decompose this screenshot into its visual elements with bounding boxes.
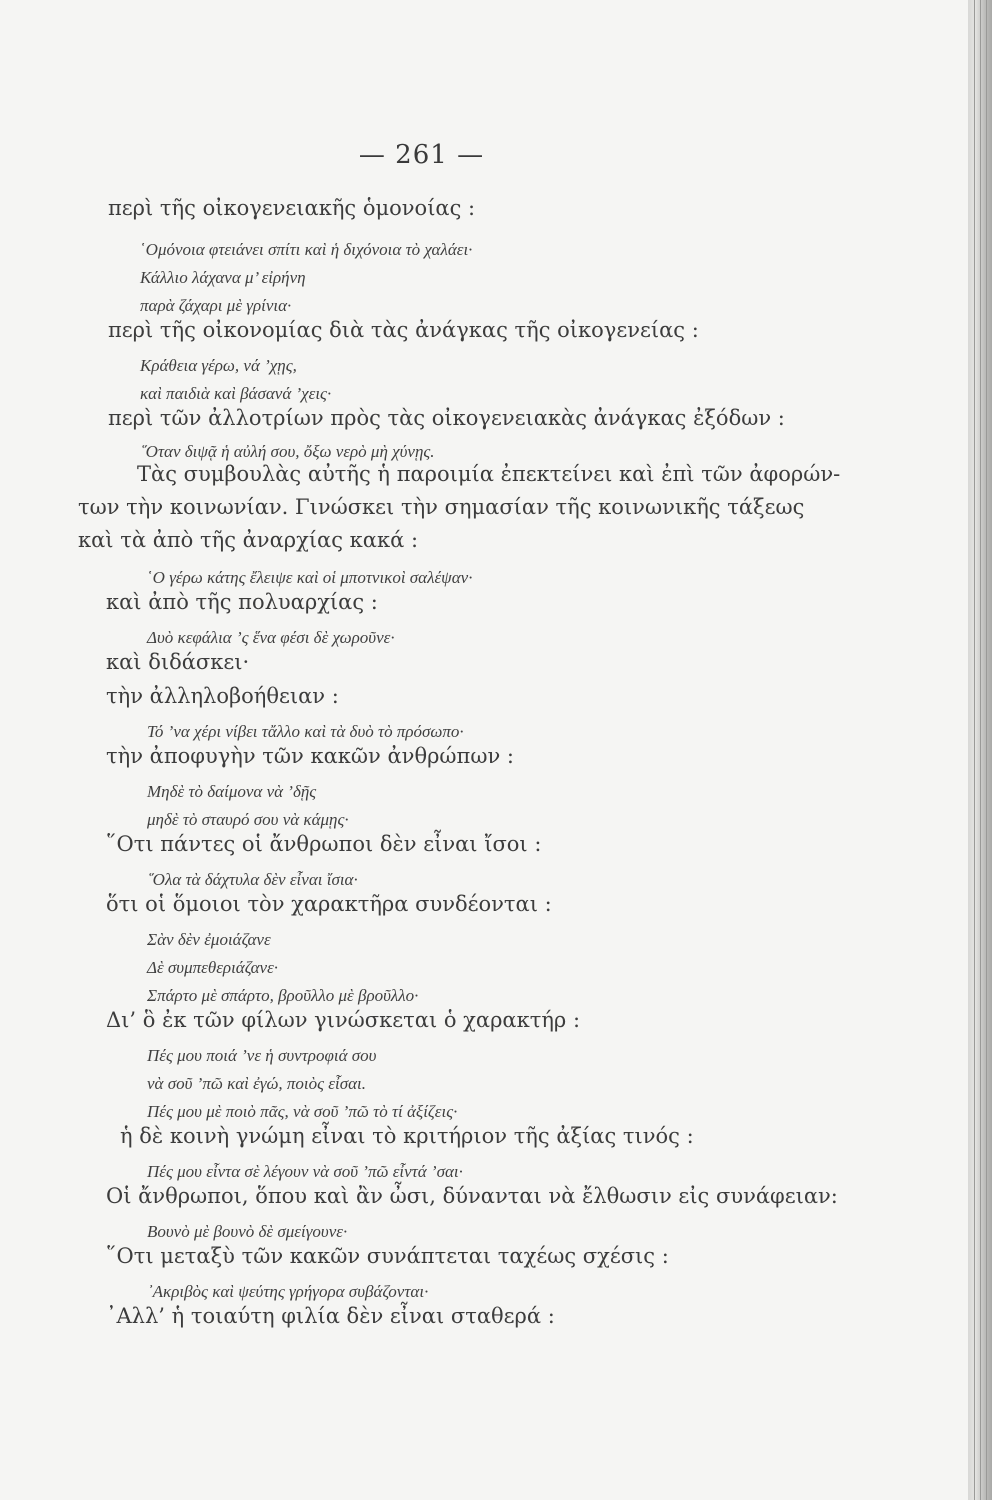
text-line: ᾽Αλλ’ ἡ τοιαύτη φιλία δὲν εἶναι σταθερά : <box>106 1304 555 1328</box>
proverb-line: Πές μου εἶντα σὲ λέγουν νὰ σοῦ ’πῶ εἶντά ’σαι· <box>147 1162 463 1181</box>
proverb-line: Κράθεια γέρω, νά ’χῃς, <box>140 356 297 375</box>
text-line: Δι’ ὃ ἐκ τῶν φίλων γινώσκεται ὁ χαρακτήρ : <box>106 1008 581 1032</box>
proverb-line: Σπάρτο μὲ σπάρτο, βροῦλλο μὲ βροῦλλο· <box>147 986 419 1005</box>
proverb-line: Βουνὸ μὲ βουνὸ δὲ σμείγουνε· <box>147 1222 348 1241</box>
text-line: τὴν ἀλληλοβοήθειαν : <box>106 684 339 708</box>
proverb-line: Δὲ συμπεθεριάζανε· <box>147 958 279 977</box>
text-line: ῞Οτι πάντες οἱ ἄνθρωποι δὲν εἶναι ἴσοι : <box>106 832 542 856</box>
text-line: των τὴν κοινωνίαν. Γινώσκει τὴν σημασίαν τῆς κοινωνικῆς τάξεως <box>78 495 805 519</box>
text-line: Τὰς συμβουλὰς αὐτῆς ἡ παροιμία ἐπεκτείνει καὶ ἐπὶ τῶν ἀφορών- <box>137 462 841 486</box>
text-line: τὴν ἀποφυγὴν τῶν κακῶν ἀνθρώπων : <box>106 744 514 768</box>
proverb-line: Κάλλιο λάχανα μ’ εἰρήνη <box>140 268 306 287</box>
text-line: ῞Οτι μεταξὺ τῶν κακῶν συνάπτεται ταχέως σχέσις : <box>106 1244 669 1268</box>
text-line: περὶ τῆς οἰκονομίας διὰ τὰς ἀνάγκας τῆς οἰκογενείας : <box>108 318 699 342</box>
proverb-line: καὶ παιδιὰ καὶ βάσανά ’χεις· <box>140 384 332 403</box>
proverb-line: ῾Ομόνοια φτειάνει σπίτι καὶ ἡ διχόνοια τὸ χαλάει· <box>140 240 473 259</box>
proverb-line: Πές μου ποιά ’νε ἡ συντροφιά σου <box>147 1046 377 1065</box>
text-line: ἡ δὲ κοινὴ γνώμη εἶναι τὸ κριτήριον τῆς ἀξίας τινός : <box>120 1124 694 1148</box>
proverb-line: παρὰ ζάχαρι μὲ γρίνια· <box>140 296 292 315</box>
edge-line <box>974 0 975 1500</box>
edge-line <box>986 0 987 1500</box>
page-edge <box>968 0 992 1500</box>
text-line: περὶ τῆς οἰκογενειακῆς ὁμονοίας : <box>108 196 476 220</box>
proverb-line: Πές μου μὲ ποιὸ πᾶς, νὰ σοῦ ’πῶ τὸ τί ἀξίζεις· <box>147 1102 458 1121</box>
text-line: καὶ τὰ ἀπὸ τῆς ἀναρχίας κακά : <box>78 528 419 552</box>
text-line: καὶ διδάσκει· <box>106 650 250 674</box>
proverb-line: ῞Ολα τὰ δάχτυλα δὲν εἶναι ἴσια· <box>147 870 358 889</box>
proverb-line: νὰ σοῦ ’πῶ καὶ ἐγώ, ποιὸς εἶσαι. <box>147 1074 366 1093</box>
proverb-line: Τό ’να χέρι νίβει τἄλλο καὶ τὰ δυὸ τὸ πρόσωπο· <box>147 722 464 741</box>
page-number: — 261 — <box>358 140 485 170</box>
proverb-line: μηδὲ τὸ σταυρό σου νὰ κάμῃς· <box>147 810 349 829</box>
proverb-line: ῾Ο γέρω κάτης ἔλειψε καὶ οἱ μποτνικοὶ σαλέψαν· <box>147 568 473 587</box>
edge-line <box>980 0 981 1500</box>
text-line: Οἱ ἄνθρωποι, ὅπου καὶ ἂν ὦσι, δύνανται νὰ ἔλθωσιν εἰς συνάφειαν: <box>106 1184 838 1208</box>
proverb-line: Δυὸ κεφάλια ’ς ἕνα φέσι δὲ χωροῦνε· <box>147 628 395 647</box>
text-line: καὶ ἀπὸ τῆς πολυαρχίας : <box>106 590 378 614</box>
proverb-line: Σὰν δὲν ἐμοιάζανε <box>147 930 271 949</box>
proverb-line: ῞Οταν διψᾷ ἡ αὐλή σου, ὄξω νερὸ μὴ χύνῃς. <box>140 442 435 461</box>
text-line: περὶ τῶν ἀλλοτρίων πρὸς τὰς οἰκογενειακὰς ἀνάγκας ἐξόδων : <box>108 406 785 430</box>
text-line: ὅτι οἱ ὅμοιοι τὸν χαρακτῆρα συνδέονται : <box>106 892 552 916</box>
proverb-line: ᾽Ακριβὸς καὶ ψεύτης γρήγορα συβάζονται· <box>147 1282 429 1301</box>
proverb-line: Μηδὲ τὸ δαίμονα νὰ ’δῇς <box>147 782 317 801</box>
